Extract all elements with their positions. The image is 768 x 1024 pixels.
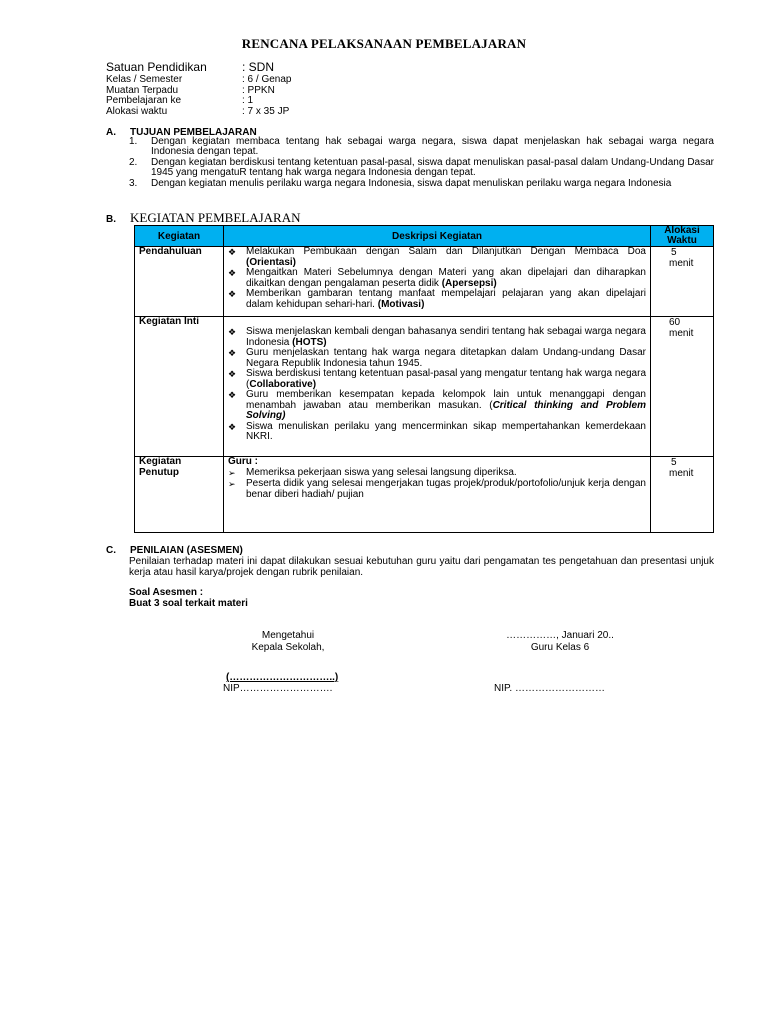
- activity-plain: Siswa menjelaskan kembali dengan bahasanya sendiri tentang hak sebagai warga negara Indonesia: [246, 326, 646, 348]
- soal-text: Buat 3 soal terkait materi: [129, 598, 248, 609]
- activity-plain: Guru memberikan kesempatan kepada kelompok lain untuk menanggapi dengan menambah jawaban atau memberikan masukan. (: [246, 389, 646, 411]
- deskripsi-cell: [224, 247, 651, 317]
- identity-value: : 1: [242, 95, 254, 107]
- sign-right-line1: ……………, Januari 20..: [506, 630, 614, 641]
- objectives-list: [129, 137, 714, 189]
- activity-text: [246, 479, 646, 500]
- deskripsi-cell: [224, 317, 651, 457]
- activity-bold: Critical thinking and Problem Solving): [246, 399, 646, 421]
- activity-item: [228, 268, 646, 289]
- activity-text: [246, 247, 646, 268]
- section-c-letter: C.: [106, 545, 116, 556]
- identity-label: Satuan Pendidikan: [106, 60, 207, 74]
- section-b-title: KEGIATAN PEMBELAJARAN: [130, 210, 301, 225]
- activity-bold: (HOTS): [292, 336, 327, 348]
- diamond-bullet-icon: [228, 390, 246, 422]
- activity-bold: Collaborative): [249, 378, 317, 390]
- sign-left-line2: Kepala Sekolah,: [251, 642, 325, 653]
- activity-bold: (Apersepsi): [441, 277, 497, 289]
- identity-value: : 6 / Genap: [242, 74, 292, 85]
- signature-right: [460, 630, 660, 654]
- time-number: 60: [669, 317, 681, 328]
- diamond-bullet-icon: [228, 369, 246, 390]
- objective-text: Dengan kegiatan membaca tentang hak sebagai warga negara, siswa dapat menjelaskan hak sebagai warga negara Indonesia dengan tepat.: [151, 136, 714, 158]
- section-c-title: PENILAIAN (ASESMEN): [130, 545, 243, 556]
- activity-text: [246, 369, 646, 390]
- activity-item: [228, 479, 646, 500]
- activity-plain: Melakukan Pembukaan dengan Salam dan Dilanjutkan Dengan Membaca Doa: [246, 246, 646, 257]
- activity-text: [246, 327, 646, 348]
- identity-row: [106, 107, 291, 118]
- objective-item: [129, 179, 714, 189]
- principal-nip: NIP……………………….: [223, 683, 333, 694]
- identity-label: Pembelajaran ke: [106, 95, 182, 107]
- objective-number: 2.: [129, 156, 138, 168]
- activity-plain: Memberikan gambaran tentang manfaat mempelajari pelajaran yang akan dipelajari dalam kehidupan sehari-hari.: [246, 288, 646, 310]
- principal-name: (…………………………..): [226, 672, 339, 683]
- header-alokasi: Alokasi Waktu: [651, 226, 714, 247]
- teacher-nip: NIP. ………………………: [494, 683, 605, 694]
- objective-text: Dengan kegiatan menulis perilaku warga negara Indonesia, siswa dapat menuliskan perilaku warga negara Indonesia: [151, 177, 672, 189]
- activity-plain: Memeriksa pekerjaan siswa yang selesai langsung diperiksa.: [246, 466, 517, 478]
- diamond-bullet-icon: [228, 289, 246, 310]
- identity-value: : PPKN: [242, 84, 275, 96]
- kegiatan-cell: Kegiatan Penutup: [135, 457, 224, 533]
- identity-value: : SDN: [242, 60, 275, 74]
- section-b-heading: [106, 210, 301, 226]
- diamond-bullet-icon: [228, 268, 246, 289]
- section-b-letter: B.: [106, 214, 116, 225]
- activity-text: [246, 348, 646, 369]
- table-row: [135, 317, 714, 457]
- identity-label: Alokasi waktu: [106, 105, 168, 117]
- activity-plain: Siswa menuliskan perilaku yang mencerminkan sikap mempertahankan kemerdekaan NKRI.: [246, 420, 646, 442]
- cell-lead: Guru :: [228, 456, 258, 467]
- activity-item: [228, 327, 646, 348]
- identity-label: Kelas / Semester: [106, 74, 183, 85]
- time-unit: menit: [669, 258, 694, 269]
- identity-row: [106, 75, 291, 86]
- page-title: RENCANA PELAKSANAAN PEMBELAJARAN: [241, 36, 527, 51]
- kegiatan-cell: Pendahuluan: [135, 247, 224, 317]
- activity-plain: Peserta didik yang selesai mengerjakan tugas projek/produk/portofolio/unjuk kerja dengan benar diberi hadiah/ pujian: [246, 478, 646, 500]
- activity-item: [228, 348, 646, 369]
- soal-heading: Soal Asesmen :: [129, 587, 204, 598]
- alokasi-cell: [651, 317, 714, 457]
- activity-text: [246, 390, 646, 422]
- activity-bold: (Motivasi): [377, 298, 425, 310]
- activity-plain: Mengaitkan Materi Sebelumnya dengan Materi yang akan dipelajari dan diharapkan dikaitkan dengan pengalaman peserta didik: [246, 267, 646, 289]
- activity-text: [246, 422, 646, 443]
- arrow-bullet-icon: [228, 468, 246, 480]
- section-a-letter: A.: [106, 127, 116, 138]
- time-unit: menit: [669, 468, 694, 479]
- diamond-bullet-icon: [228, 327, 246, 348]
- alokasi-cell: [651, 247, 714, 317]
- activity-item: [228, 289, 646, 310]
- objective-item: [129, 158, 714, 179]
- header-deskripsi: Deskripsi Kegiatan: [224, 226, 651, 247]
- activity-bold: (Orientasi): [246, 256, 297, 268]
- sign-left-line1: Mengetahui: [261, 630, 315, 641]
- table-row: [135, 457, 714, 533]
- diamond-bullet-icon: [228, 348, 246, 369]
- activities-table: [134, 225, 714, 533]
- activity-plain: Siswa berdiskusi tentang ketentuan pasal-pasal yang mengatur tentang hak warga negara (: [246, 368, 646, 390]
- identity-label: Muatan Terpadu: [106, 84, 179, 96]
- diamond-bullet-icon: [228, 422, 246, 443]
- time-number: 5: [671, 457, 677, 468]
- identity-block: [106, 62, 291, 117]
- kegiatan-cell: Kegiatan Inti: [135, 317, 224, 457]
- header-kegiatan: Kegiatan: [135, 226, 224, 247]
- objective-item: [129, 137, 714, 158]
- activity-item: [228, 422, 646, 443]
- activity-item: [228, 369, 646, 390]
- table-header-row: [135, 226, 714, 247]
- diamond-bullet-icon: [228, 247, 246, 268]
- alokasi-cell: [651, 457, 714, 533]
- activity-text: [246, 268, 646, 289]
- table-row: [135, 247, 714, 317]
- identity-value: : 7 x 35 JP: [242, 105, 290, 117]
- deskripsi-cell: [224, 457, 651, 533]
- objective-number: 1.: [129, 136, 138, 147]
- objective-number: 3.: [129, 177, 138, 189]
- time-unit: menit: [669, 328, 694, 339]
- assessment-text: Penilaian terhadap materi ini dapat dilakukan sesuai kebutuhan guru yaitu dari pengamatan tes pengetahuan dan presentasi unjuk kerja atau hasil karya/projek dengan rubrik penilaian.: [129, 556, 714, 578]
- activity-item: [228, 247, 646, 268]
- objective-text: Dengan kegiatan berdiskusi tentang ketentuan pasal-pasal, siswa dapat menuliskan pasal-pasal dalam Undang-Undang Dasar 1945 yang mengatuR tentang hak warga negara Indonesia dengan tepat.: [151, 156, 714, 179]
- activity-item: [228, 390, 646, 422]
- activity-plain: Guru menjelaskan tentang hak warga negara ditetapkan dalam Undang-undang Dasar Negara Republik Indonesia tahun 1945.: [246, 347, 646, 369]
- sign-right-line2: Guru Kelas 6: [530, 642, 590, 653]
- signature-left: [188, 630, 388, 654]
- activity-text: [246, 289, 646, 310]
- time-number: 5: [671, 247, 677, 258]
- section-a-title: TUJUAN PEMBELAJARAN: [130, 127, 257, 138]
- arrow-bullet-icon: [228, 479, 246, 500]
- section-c-heading: [106, 545, 243, 556]
